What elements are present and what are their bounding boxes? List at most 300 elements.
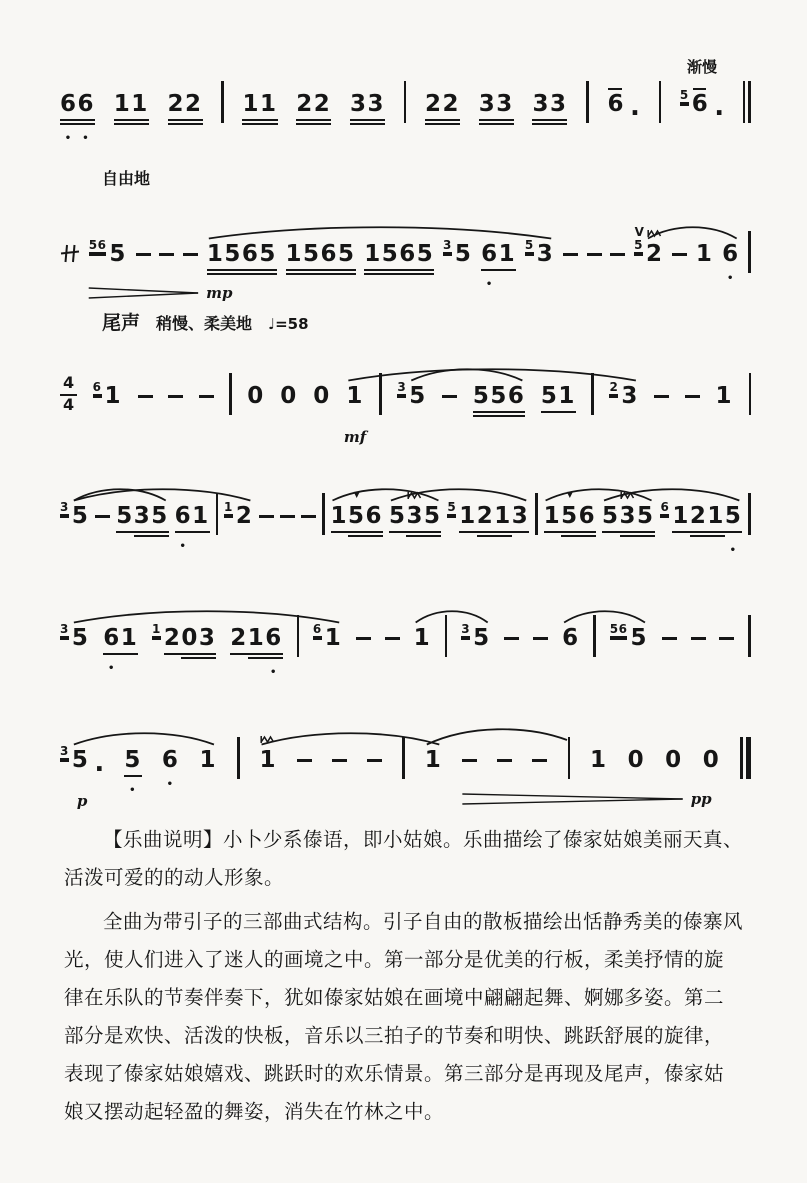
note-digits: 1565 (364, 243, 434, 266)
note-digits: 156 (331, 505, 384, 528)
token-body (199, 744, 217, 776)
duration-dash (504, 637, 519, 640)
heading-text: 自由地 (102, 169, 151, 188)
dynamic-label: pp (690, 790, 712, 808)
token-body (568, 744, 571, 776)
rest-note (628, 726, 646, 788)
note-digits: 61 • (103, 624, 139, 674)
duration-dash (159, 253, 174, 256)
note-digits: 1 (715, 382, 733, 409)
note-digits: 0 (313, 382, 331, 409)
low-octave-dots (60, 132, 95, 144)
note-digits: 5 (71, 502, 90, 529)
duration-dash (691, 637, 706, 640)
token-body (748, 622, 751, 654)
token-body (662, 622, 677, 654)
bar-line (748, 615, 751, 657)
bar-line (568, 726, 571, 788)
token-body (174, 500, 210, 552)
note-token (364, 220, 434, 282)
bar-line (237, 726, 240, 788)
token-body (593, 622, 596, 654)
token-body (425, 88, 460, 120)
bar-line (749, 373, 752, 415)
token-body (414, 622, 432, 654)
note-token (260, 726, 278, 788)
bar-line (591, 362, 594, 424)
duration-dash (168, 362, 183, 424)
duration-dash (280, 515, 295, 518)
note-digits: 5 (109, 240, 127, 267)
tempo-annotation: 渐慢 (686, 58, 717, 76)
note-token (114, 70, 149, 132)
score-line (60, 458, 751, 556)
token-body (634, 238, 663, 270)
bar-line (586, 70, 589, 132)
note-digits: 5 (630, 624, 648, 651)
note-digits: 1 (324, 624, 343, 651)
note-token (562, 604, 580, 666)
token-body (332, 744, 347, 776)
bar-line (749, 362, 752, 424)
duration-dash (442, 395, 457, 398)
token-row (60, 338, 751, 446)
bar-line (743, 70, 751, 132)
tempo-marking: ♩=58 (268, 315, 309, 333)
note-token (60, 604, 89, 666)
token-body (103, 622, 139, 674)
note-digits: 0 (627, 746, 646, 773)
token-body (743, 88, 751, 120)
token-body (168, 380, 183, 412)
note-digits: 1 (413, 624, 432, 651)
note-digits: 5 (454, 240, 473, 267)
token-body (696, 238, 714, 270)
bar-line (748, 231, 751, 273)
token-body (242, 88, 277, 120)
rest-note (280, 362, 298, 424)
duration-dash (462, 726, 477, 788)
score-line (60, 166, 751, 302)
bar-line (748, 220, 751, 282)
dynamic-label: p (76, 792, 88, 810)
note-digits: 1 (590, 746, 608, 773)
bar-line (322, 482, 325, 544)
note-digits: 6 (562, 624, 580, 651)
token-body (237, 744, 240, 776)
duration-dash (367, 726, 382, 788)
low-octave-dots (175, 540, 210, 552)
heading-text: 稍慢、柔美地 (156, 314, 253, 333)
note-digits: 2 (645, 240, 664, 267)
bar-line (535, 482, 538, 544)
token-body (247, 380, 265, 412)
octave-dot: • (729, 544, 738, 556)
duration-dash (385, 637, 400, 640)
note-token (162, 726, 180, 788)
low-octave-dots (103, 662, 138, 674)
duration-dash (672, 253, 687, 256)
token-body (586, 88, 589, 120)
token-body (609, 380, 638, 412)
score-line (60, 580, 751, 678)
grace-notes: 5 (524, 238, 534, 252)
token-body (385, 622, 400, 654)
octave-dot: • (485, 278, 494, 290)
bar-line (659, 70, 662, 132)
note-token (447, 482, 529, 544)
note-digits: 535 (389, 505, 442, 528)
note-token (199, 726, 217, 788)
duration-dash (332, 759, 347, 762)
free-meter-symbol (60, 220, 80, 282)
note-digits: 1213 (459, 505, 529, 528)
token-body (462, 744, 477, 776)
duration-dash (168, 395, 183, 398)
duration-dash (691, 604, 706, 666)
ornament-row (407, 482, 423, 500)
duration-dash (367, 759, 382, 762)
token-body (322, 500, 325, 532)
token-body (313, 622, 342, 654)
token-body (602, 500, 655, 532)
mordent-icon (620, 491, 636, 500)
note-digits: 2 (235, 502, 254, 529)
mordent-icon (407, 491, 423, 500)
time-signature-denominator: 4 (63, 394, 75, 414)
grace-notes: 56 (609, 622, 628, 636)
note-token (607, 70, 639, 132)
note-digits: 203 (164, 627, 217, 650)
token-body (183, 238, 198, 270)
note-digits: 33 (350, 93, 385, 116)
bar-line (593, 615, 596, 657)
duration-dash (95, 515, 110, 518)
note-token (479, 70, 514, 132)
double-bar-line (743, 86, 751, 123)
token-body (443, 238, 472, 270)
token-body (544, 500, 597, 532)
note-digits: 216 • (230, 624, 283, 678)
token-body (224, 500, 253, 532)
token-body (590, 744, 608, 776)
bar-line (237, 737, 240, 779)
note-digits: 1 (104, 382, 123, 409)
note-digits: 11 (242, 93, 277, 116)
token-body (60, 238, 80, 270)
bar-line (748, 482, 751, 544)
token-body (350, 88, 385, 120)
grace-notes: 3 (60, 622, 69, 636)
duration-dash (610, 253, 625, 256)
duration-dash (462, 759, 477, 762)
duration-dash (136, 253, 151, 256)
token-body (587, 238, 602, 270)
note-token (60, 726, 105, 810)
note-token (544, 482, 597, 544)
bar-line (379, 373, 382, 415)
note-digits: 5 (473, 624, 491, 651)
low-octave-dots (672, 544, 742, 556)
token-body (447, 500, 529, 532)
bar-line (221, 81, 224, 123)
hairpin-diminuendo (89, 288, 198, 293)
token-body (207, 238, 277, 270)
duration-dash (138, 362, 153, 424)
note-token (331, 482, 384, 544)
token-body (297, 622, 300, 654)
program-notes-paragraph-1: 【乐曲说明】小卜少系傣语，即小姑娘。乐曲描绘了傣家姑娘美丽天真、活泼可爱的的动人形象。 (64, 830, 744, 890)
note-digits: 5 (71, 624, 90, 651)
note-token (313, 604, 342, 666)
bar-line (740, 726, 751, 788)
grace-notes: 2 (609, 380, 619, 394)
note-digits: 535 (116, 505, 169, 528)
duration-dash (654, 395, 669, 398)
mordent-icon (647, 229, 663, 238)
score-line (60, 308, 751, 446)
note-digits: 1565 (207, 243, 277, 266)
duration-dash (356, 637, 371, 640)
token-body (740, 744, 751, 776)
note-token (634, 220, 663, 282)
grace-notes: 3 (60, 744, 69, 758)
note-digits: 11 (114, 93, 149, 116)
ornament-row (635, 220, 663, 238)
token-body (60, 372, 77, 414)
dynamic-label: mf (343, 428, 367, 446)
duration-dash (356, 604, 371, 666)
low-octave-dots (230, 666, 283, 678)
low-octave-dots (124, 784, 142, 796)
token-body (628, 744, 646, 776)
token-body (229, 380, 232, 412)
octave-dot: • (166, 778, 175, 790)
note-token (89, 220, 127, 282)
token-body (748, 500, 751, 532)
note-token (660, 482, 743, 556)
token-body (749, 380, 752, 412)
note-digits: 3 (621, 382, 639, 409)
grace-notes: 6 (312, 622, 322, 636)
note-token (425, 726, 443, 788)
note-token (242, 70, 277, 132)
ornament-row (354, 482, 360, 500)
token-body (364, 238, 434, 270)
rest-note (703, 726, 721, 788)
token-body (659, 88, 662, 120)
duration-dash (685, 362, 700, 424)
token-body (481, 238, 517, 290)
bar-line (379, 362, 382, 424)
token-body (138, 380, 153, 412)
token-body (691, 622, 706, 654)
bar-line (591, 373, 594, 415)
token-body (95, 500, 110, 532)
low-octave-dots (481, 278, 516, 290)
note-token (541, 362, 576, 424)
note-token (350, 70, 385, 132)
note-token (696, 220, 714, 282)
free-meter-icon (60, 243, 80, 265)
note-token (425, 70, 460, 132)
duration-dash (563, 253, 578, 256)
octave-dot: • (82, 132, 91, 144)
note-digits: 1 (199, 746, 217, 773)
program-notes-paragraph-2: 全曲为带引子的三部曲式结构。引子自由的散板描绘出恬静秀美的傣寨风光，使人们进入了迷人的画境之中。第一部分是优美的行板，柔美抒情的旋律在乐队的节奏伴奏下，犹如傣家姑娘在画境中翩翩起舞、婀娜多姿。第二部分是欢快、活泼的快板，音乐以三拍子的节奏和明快、跳跃舒展的旋律，表现了傣家姑娘嬉戏、跳跃时的欢乐情景。第三部分是再现及尾声，傣家姑娘又摆动起轻盈的舞姿，消失在竹林之中。 (64, 912, 744, 1124)
grace-notes: 5 (634, 238, 643, 252)
duration-dash (587, 253, 602, 256)
token-body (610, 238, 625, 270)
token-body: 3 5 . (60, 744, 105, 778)
token-body (722, 238, 740, 284)
note-token (224, 482, 253, 544)
grace-notes: 6 (92, 380, 102, 394)
bar-line (297, 615, 300, 657)
token-body (124, 744, 142, 796)
mordent-icon (260, 735, 276, 744)
octave-overline (693, 88, 707, 90)
grace-notes: 1 (224, 500, 233, 514)
note-token (679, 58, 725, 132)
note-digits: 3 (536, 240, 555, 267)
duration-dash (497, 726, 512, 788)
duration-dash (610, 220, 625, 282)
rest-note (313, 362, 331, 424)
grace-notes: 3 (461, 622, 471, 636)
bar-line (445, 604, 448, 666)
note-token (397, 362, 426, 424)
token-body (610, 622, 648, 654)
bar-line (229, 373, 232, 415)
token-body (259, 500, 274, 532)
note-token (207, 220, 277, 282)
token-body (168, 88, 203, 120)
token-body (60, 622, 89, 654)
token-body (685, 380, 700, 412)
token-body (563, 238, 578, 270)
duration-dash (563, 220, 578, 282)
token-body (665, 744, 683, 776)
note-token (103, 604, 139, 674)
note-digits: 1 (346, 382, 364, 409)
token-body (533, 622, 548, 654)
slur (262, 733, 440, 744)
token-body (461, 622, 490, 654)
note-digits: 535 (602, 505, 655, 528)
hairpin-diminuendo (89, 293, 198, 298)
ornament-row (620, 482, 636, 500)
final-bar-line (740, 742, 751, 779)
token-body (497, 744, 512, 776)
duration-dash (532, 726, 547, 788)
token-body (60, 88, 96, 144)
note-token (124, 726, 142, 796)
token-body (346, 380, 364, 412)
note-digits: 0 (665, 746, 683, 773)
token-body (504, 622, 519, 654)
token-body (389, 500, 442, 532)
token-body (532, 744, 547, 776)
note-token (609, 362, 638, 424)
note-token (481, 220, 517, 290)
rest-note (665, 726, 683, 788)
token-body (159, 238, 174, 270)
note-digits: 22 (425, 93, 460, 116)
note-token (610, 604, 648, 666)
token-body (93, 380, 122, 412)
bar-line (445, 615, 448, 657)
bar-line (748, 604, 751, 666)
duration-dash (138, 395, 153, 398)
duration-dash (199, 395, 214, 398)
note-token (525, 220, 554, 282)
token-body (719, 622, 734, 654)
note-token (532, 70, 567, 132)
note-digits: 0 (247, 382, 265, 409)
accent-icon: ▼ (566, 490, 573, 499)
token-body (703, 744, 721, 776)
note-token (715, 362, 733, 424)
note-token (296, 70, 331, 132)
token-body (313, 380, 331, 412)
token-body (161, 744, 180, 790)
token-body (541, 380, 576, 412)
token-row (60, 458, 751, 556)
note-token (152, 604, 216, 666)
duration-dash (497, 759, 512, 762)
bar-line (322, 493, 325, 535)
duration-dash (332, 726, 347, 788)
note-token (590, 726, 608, 788)
note-token (60, 482, 89, 544)
duration-dash (280, 482, 295, 544)
note-digits: 0 (702, 746, 721, 773)
duration-dash (183, 253, 198, 256)
duration-dash (95, 482, 110, 544)
grace-notes: 1 (152, 622, 161, 636)
duration-dash (719, 604, 734, 666)
bar-line (404, 70, 407, 132)
token-body (525, 238, 554, 270)
note-digits: 5 • (124, 746, 142, 796)
note-token (443, 220, 472, 282)
note-token (722, 220, 740, 282)
bar-line (297, 604, 300, 666)
bar-line (659, 81, 662, 123)
time-signature-numerator: 4 (60, 375, 77, 396)
token-row (60, 702, 751, 810)
token-body (297, 744, 312, 776)
token-body (445, 622, 448, 654)
token-body (260, 744, 278, 776)
note-digits: 51 (541, 385, 576, 408)
score-line (60, 702, 751, 810)
token-body (286, 238, 356, 270)
token-row (60, 196, 751, 302)
score-line (60, 46, 751, 144)
octave-dot: • (107, 662, 116, 674)
note-token (461, 604, 490, 666)
token-body (296, 88, 331, 120)
note-digits: 6 (607, 93, 625, 116)
token-body (356, 622, 371, 654)
token-body (442, 380, 457, 412)
duration-dash (301, 482, 316, 544)
note-digits: 0 (280, 382, 298, 409)
note-digits: 1 (259, 746, 278, 773)
bar-line (593, 604, 596, 666)
